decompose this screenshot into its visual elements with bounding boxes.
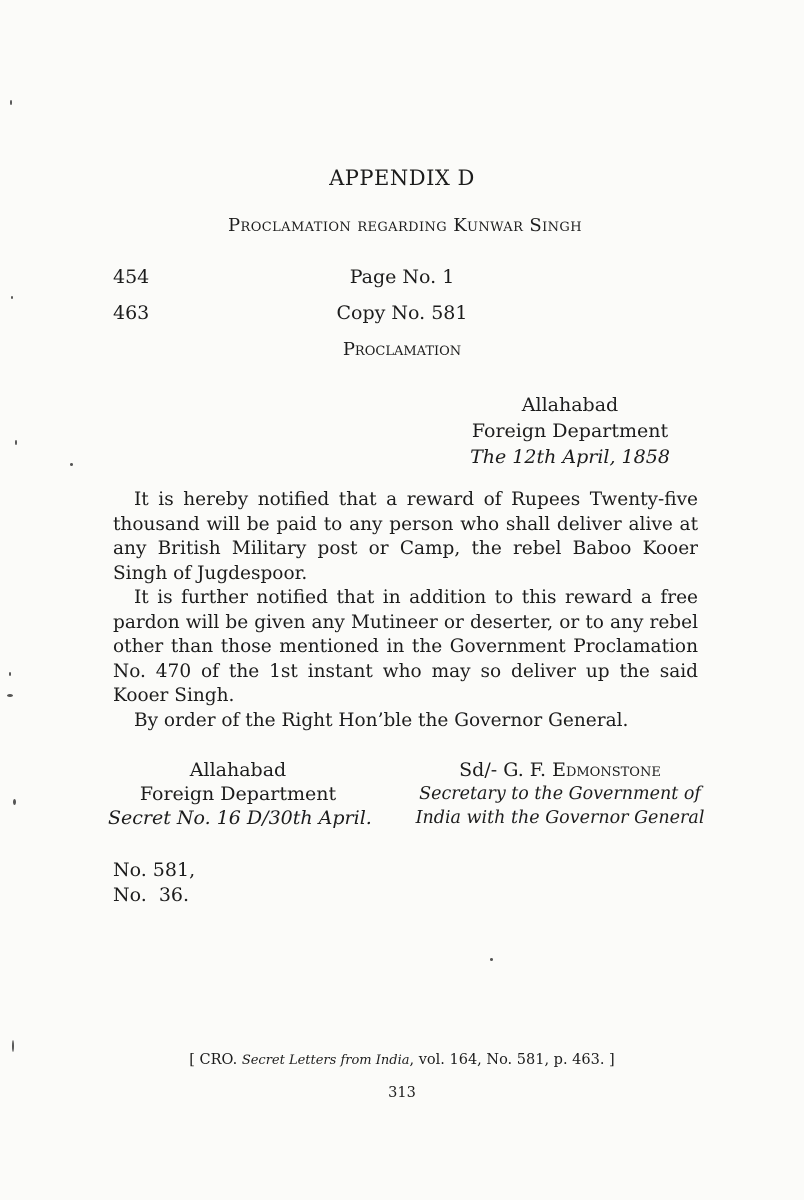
dateline-place: Allahabad — [521, 394, 619, 416]
scan-speck — [70, 463, 73, 466]
appendix-subtitle: Proclamation regarding Kunwar Singh — [228, 215, 582, 236]
page-number-reference: Page No. 1 — [349, 266, 455, 288]
signatory-line — [410, 758, 710, 782]
citation-open: [ CRO. — [189, 1052, 242, 1068]
proclamation-body — [113, 488, 698, 733]
reference-number-454: 454 — [113, 266, 150, 288]
issuing-place: Allahabad — [189, 759, 287, 781]
page-number: 313 — [388, 1085, 416, 1101]
body-paragraph-3: By order of the Right Hon’ble the Governor General. — [134, 709, 629, 731]
signatory-name: Edmonstone — [552, 759, 661, 781]
scan-speck — [12, 1040, 14, 1052]
signatory-title-2: India with the Governor General — [415, 808, 705, 828]
body-paragraph-1: It is hereby notified that a reward of Rupees Twenty-five thousand will be paid to any person who shall deliver alive at any British Military post or Camp, the rebel Baboo Kooer Singh of Jugdespoor. — [113, 489, 698, 584]
scan-speck — [7, 694, 13, 697]
dateline-date: The 12th April, 1858 — [470, 446, 670, 468]
file-numbers — [113, 858, 195, 908]
scan-speck — [10, 100, 12, 105]
file-number-2: No. 36. — [113, 884, 190, 906]
signatory-prefix: Sd/- G. F. — [459, 759, 553, 781]
scan-speck — [9, 672, 11, 676]
source-citation — [0, 1052, 804, 1068]
dateline — [420, 392, 720, 470]
citation-rest: , vol. 164, No. 581, p. 463. ] — [409, 1052, 615, 1068]
issuing-department: Foreign Department — [139, 783, 337, 805]
dateline-department: Foreign Department — [471, 420, 669, 442]
scan-speck — [15, 440, 17, 445]
scan-speck — [11, 296, 13, 299]
proclamation-heading: Proclamation — [342, 339, 462, 360]
body-paragraph-2: It is further notified that in addition to this reward a free pardon will be given any Mutineer or deserter, or to any rebel other than those mentioned in the Government Proclamation No. 470 of the 1st instant who may so deliver up the said Kooer Singh. — [113, 587, 698, 706]
file-number-1: No. 581, — [113, 859, 196, 881]
signatory-title-1: Secretary to the Government of — [419, 784, 701, 804]
secret-reference: Secret No. 16 D/30th April. — [108, 807, 372, 829]
signature-block — [410, 758, 710, 830]
appendix-title: APPENDIX D — [329, 166, 475, 190]
scan-speck — [13, 799, 16, 805]
scan-speck — [490, 958, 493, 961]
copy-number-reference: Copy No. 581 — [336, 302, 468, 324]
reference-number-463: 463 — [113, 302, 150, 324]
issuing-office-block — [108, 758, 372, 830]
citation-source: Secret Letters from India — [241, 1053, 410, 1068]
